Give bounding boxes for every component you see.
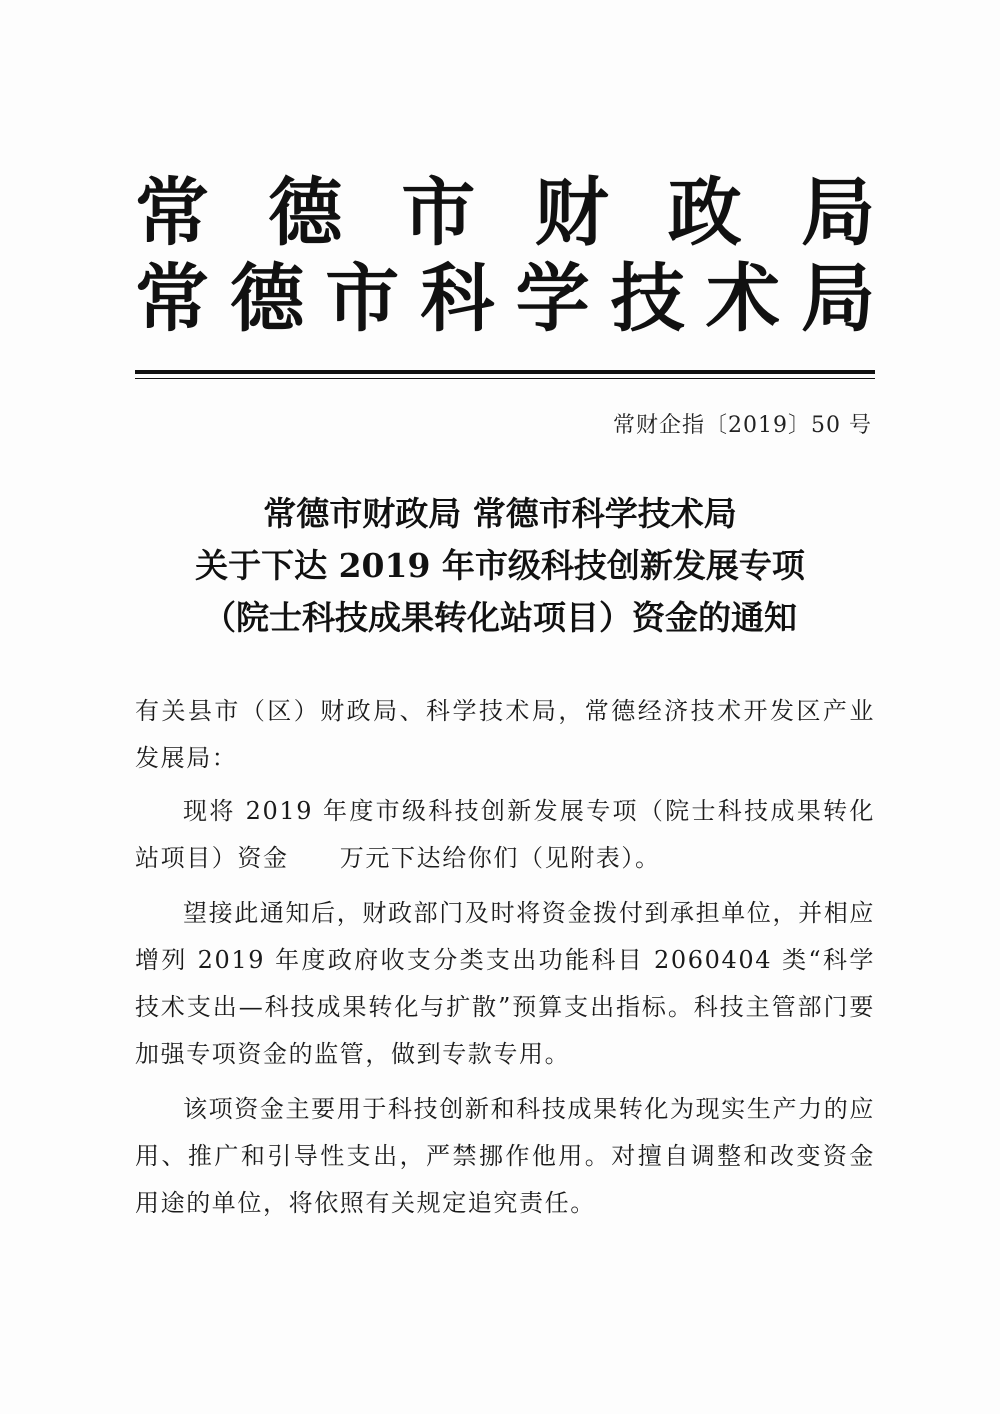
agency-char: 局	[800, 170, 875, 256]
header-divider-thin	[135, 378, 875, 379]
header-divider-thick	[135, 370, 875, 374]
agency-char: 术	[705, 256, 780, 342]
agency-char: 技	[610, 256, 685, 342]
agency-char: 常	[135, 256, 209, 342]
title-line: 关于下达 2019 年市级科技创新发展专项	[195, 546, 805, 585]
issuing-agencies-header	[135, 170, 875, 348]
agency-char: 政	[667, 170, 742, 256]
body-paragraph: 望接此通知后，财政部门及时将资金拨付到承担单位，并相应增列 2019 年度政府收支分类支出功能科目 2060404 类“科学技术支出—科技成果转化与扩散”预算支出指标。科技主管部门要加强专项资金的监管，做到专款专用。	[135, 899, 875, 1068]
agency-science-bureau	[135, 256, 875, 348]
agency-char: 财	[534, 170, 609, 256]
title-line: （院士科技成果转化站项目）资金的通知	[203, 598, 797, 637]
agency-char: 德	[230, 256, 305, 342]
agency-char: 市	[401, 170, 476, 256]
agency-char: 德	[268, 170, 343, 256]
agency-finance-bureau	[135, 170, 875, 262]
body-paragraph: 该项资金主要用于科技创新和科技成果转化为现实生产力的应用、推广和引导性支出，严禁挪作他用。对擅自调整和改变资金用途的单位，将依照有关规定追究责任。	[135, 1095, 875, 1217]
agency-char: 常	[135, 170, 209, 256]
agency-char: 学	[515, 256, 590, 342]
document-body	[135, 688, 875, 1235]
title-line: 常德市财政局 常德市科学技术局	[263, 494, 737, 533]
salutation: 有关县市（区）财政局、科学技术局，常德经济技术开发区产业发展局：	[135, 697, 875, 772]
agency-char: 局	[800, 256, 875, 342]
agency-char: 市	[325, 256, 400, 342]
document-title	[100, 488, 900, 644]
body-paragraph: 现将 2019 年度市级科技创新发展专项（院士科技成果转化站项目）资金 万元下达给你们（见附表）。	[135, 797, 875, 872]
document-number: 常财企指〔2019〕50 号	[613, 413, 872, 438]
agency-char: 科	[420, 256, 495, 342]
